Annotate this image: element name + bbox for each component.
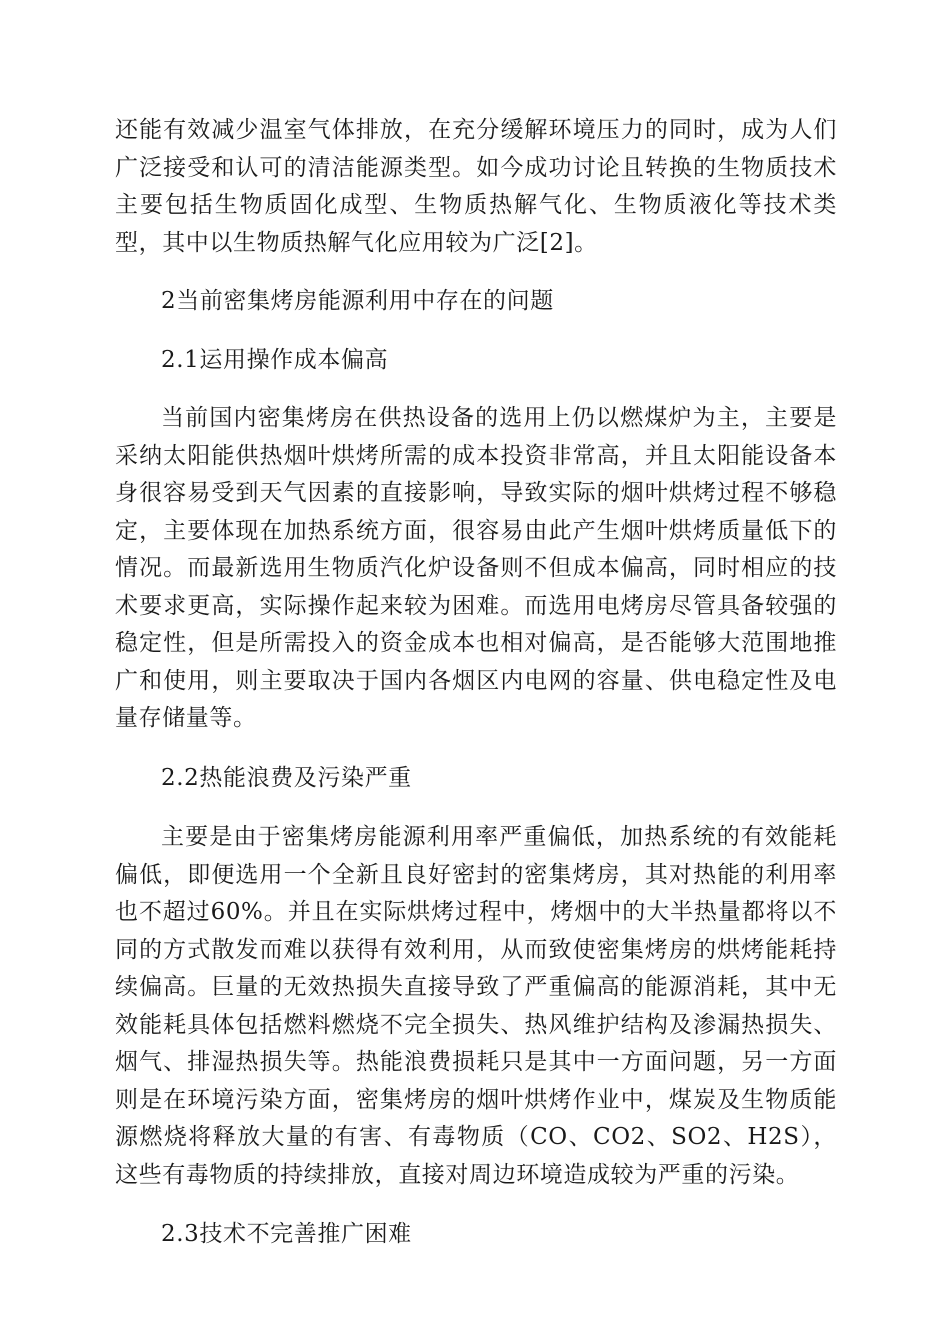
document-page [115, 112, 837, 1254]
paragraph-energy-waste: 主要是由于密集烤房能源利用率严重偏低，加热系统的有效能耗偏低，即便选用一个全新且良好密封的密集烤房，其对热能的利用率也不超过60%。并且在实际烘烤过程中，烤烟中的大半热量都将以不同的方式散发而难以获得有效利用，从而致使密集烤房的烘烤能耗持续偏高。巨量的无效热损失直接导致了严重偏高的能源消耗，其中无效能耗具体包括燃料燃烧不完全损失、热风维护结构及渗漏热损失、烟气、排湿热损失等。热能浪费损耗只是其中一方面问题，另一方面则是在环境污染方面，密集烤房的烟叶烘烤作业中，煤炭及生物质能源燃烧将释放大量的有害、有毒物质（CO、CO2、SO2、H2S），这些有毒物质的持续排放，直接对周边环境造成较为严重的污染。 [115, 824, 837, 1188]
subsection-heading-2-2: 2.2热能浪费及污染严重 [161, 764, 412, 791]
subsection-heading-2-3: 2.3技术不完善推广困难 [161, 1221, 412, 1247]
section-heading-2: 2当前密集烤房能源利用中存在的问题 [161, 288, 554, 314]
subsection-heading-2-1: 2.1运用操作成本偏高 [161, 346, 389, 373]
paragraph-cost: 当前国内密集烤房在供热设备的选用上仍以燃煤炉为主，主要是采纳太阳能供热烟叶烘烤所需的成本投资非常高，并且太阳能设备本身很容易受到天气因素的直接影响，导致实际的烟叶烘烤过程不够稳定，主要体现在加热系统方面，很容易由此产生烟叶烘烤质量低下的情况。而最新选用生物质汽化炉设备则不但成本偏高，同时相应的技术要求更高，实际操作起来较为困难。而选用电烤房尽管具备较强的稳定性，但是所需投入的资金成本也相对偏高，是否能够大范围地推广和使用，则主要取决于国内各烟区内电网的容量、供电稳定性及电量存储量等。 [115, 405, 837, 731]
paragraph-intro-continuation: 还能有效减少温室气体排放，在充分缓解环境压力的同时，成为人们广泛接受和认可的清洁能源类型。如今成功讨论且转换的生物质技术主要包括生物质固化成型、生物质热解气化、生物质液化等技术类型，其中以生物质热解气化应用较为广泛[2]。 [115, 117, 837, 256]
